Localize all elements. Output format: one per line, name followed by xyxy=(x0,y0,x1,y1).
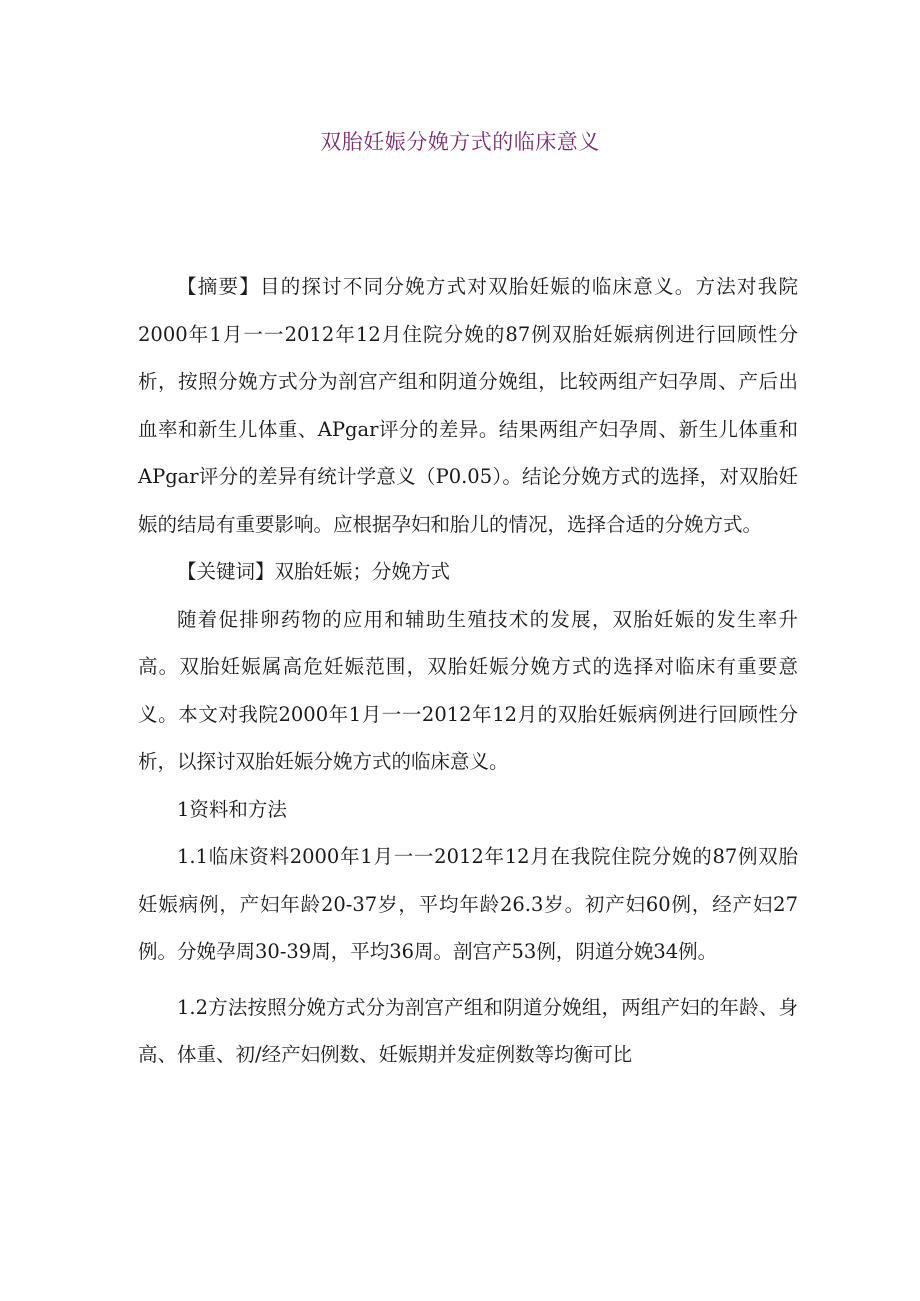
keywords-paragraph: 【关键词】双胎妊娠；分娩方式 xyxy=(177,560,451,583)
abstract-paragraph: 【摘要】目的探讨不同分娩方式对双胎妊娠的临床意义。方法对我院2000年1月一一2012年12月住院分娩的87例双胎妊娠病例进行回顾性分析，按照分娩方式分为剖宫产组和阴道分娩组，比较两组产妇孕周、产后出血率和新生儿体重、APgar评分的差异。结果两组产妇孕周、新生儿体重和APgar评分的差异有统计学意义（P0.05）。结论分娩方式的选择，对双胎妊娠的结局有重要影响。应根据孕妇和胎儿的情况，选择合适的分娩方式。 xyxy=(138,275,798,536)
section-heading-materials-methods: 1资料和方法 xyxy=(177,797,287,821)
document-body xyxy=(138,263,798,1079)
methods-paragraph: 1.2方法按照分娩方式分为剖宫产组和阴道分娩组，两组产妇的年龄、身高、体重、初/经产妇例数、妊娠期并发症例数等均衡可比 xyxy=(138,995,798,1066)
introduction-paragraph: 随着促排卵药物的应用和辅助生殖技术的发展，双胎妊娠的发生率升高。双胎妊娠属高危妊娠范围，双胎妊娠分娩方式的选择对临床有重要意义。本文对我院2000年1月一一2012年12月的双胎妊娠病例进行回顾性分析，以探讨双胎妊娠分娩方式的临床意义。 xyxy=(138,607,798,773)
document-title: 双胎妊娠分娩方式的临床意义 xyxy=(320,130,600,154)
clinical-data-paragraph: 1.1临床资料2000年1月一一2012年12月在我院住院分娩的87例双胎妊娠病例，产妇年龄20-37岁，平均年龄26.3岁。初产妇60例，经产妇27例。分娩孕周30-39周，平均36周。剖宫产53例，阴道分娩34例。 xyxy=(138,845,798,963)
